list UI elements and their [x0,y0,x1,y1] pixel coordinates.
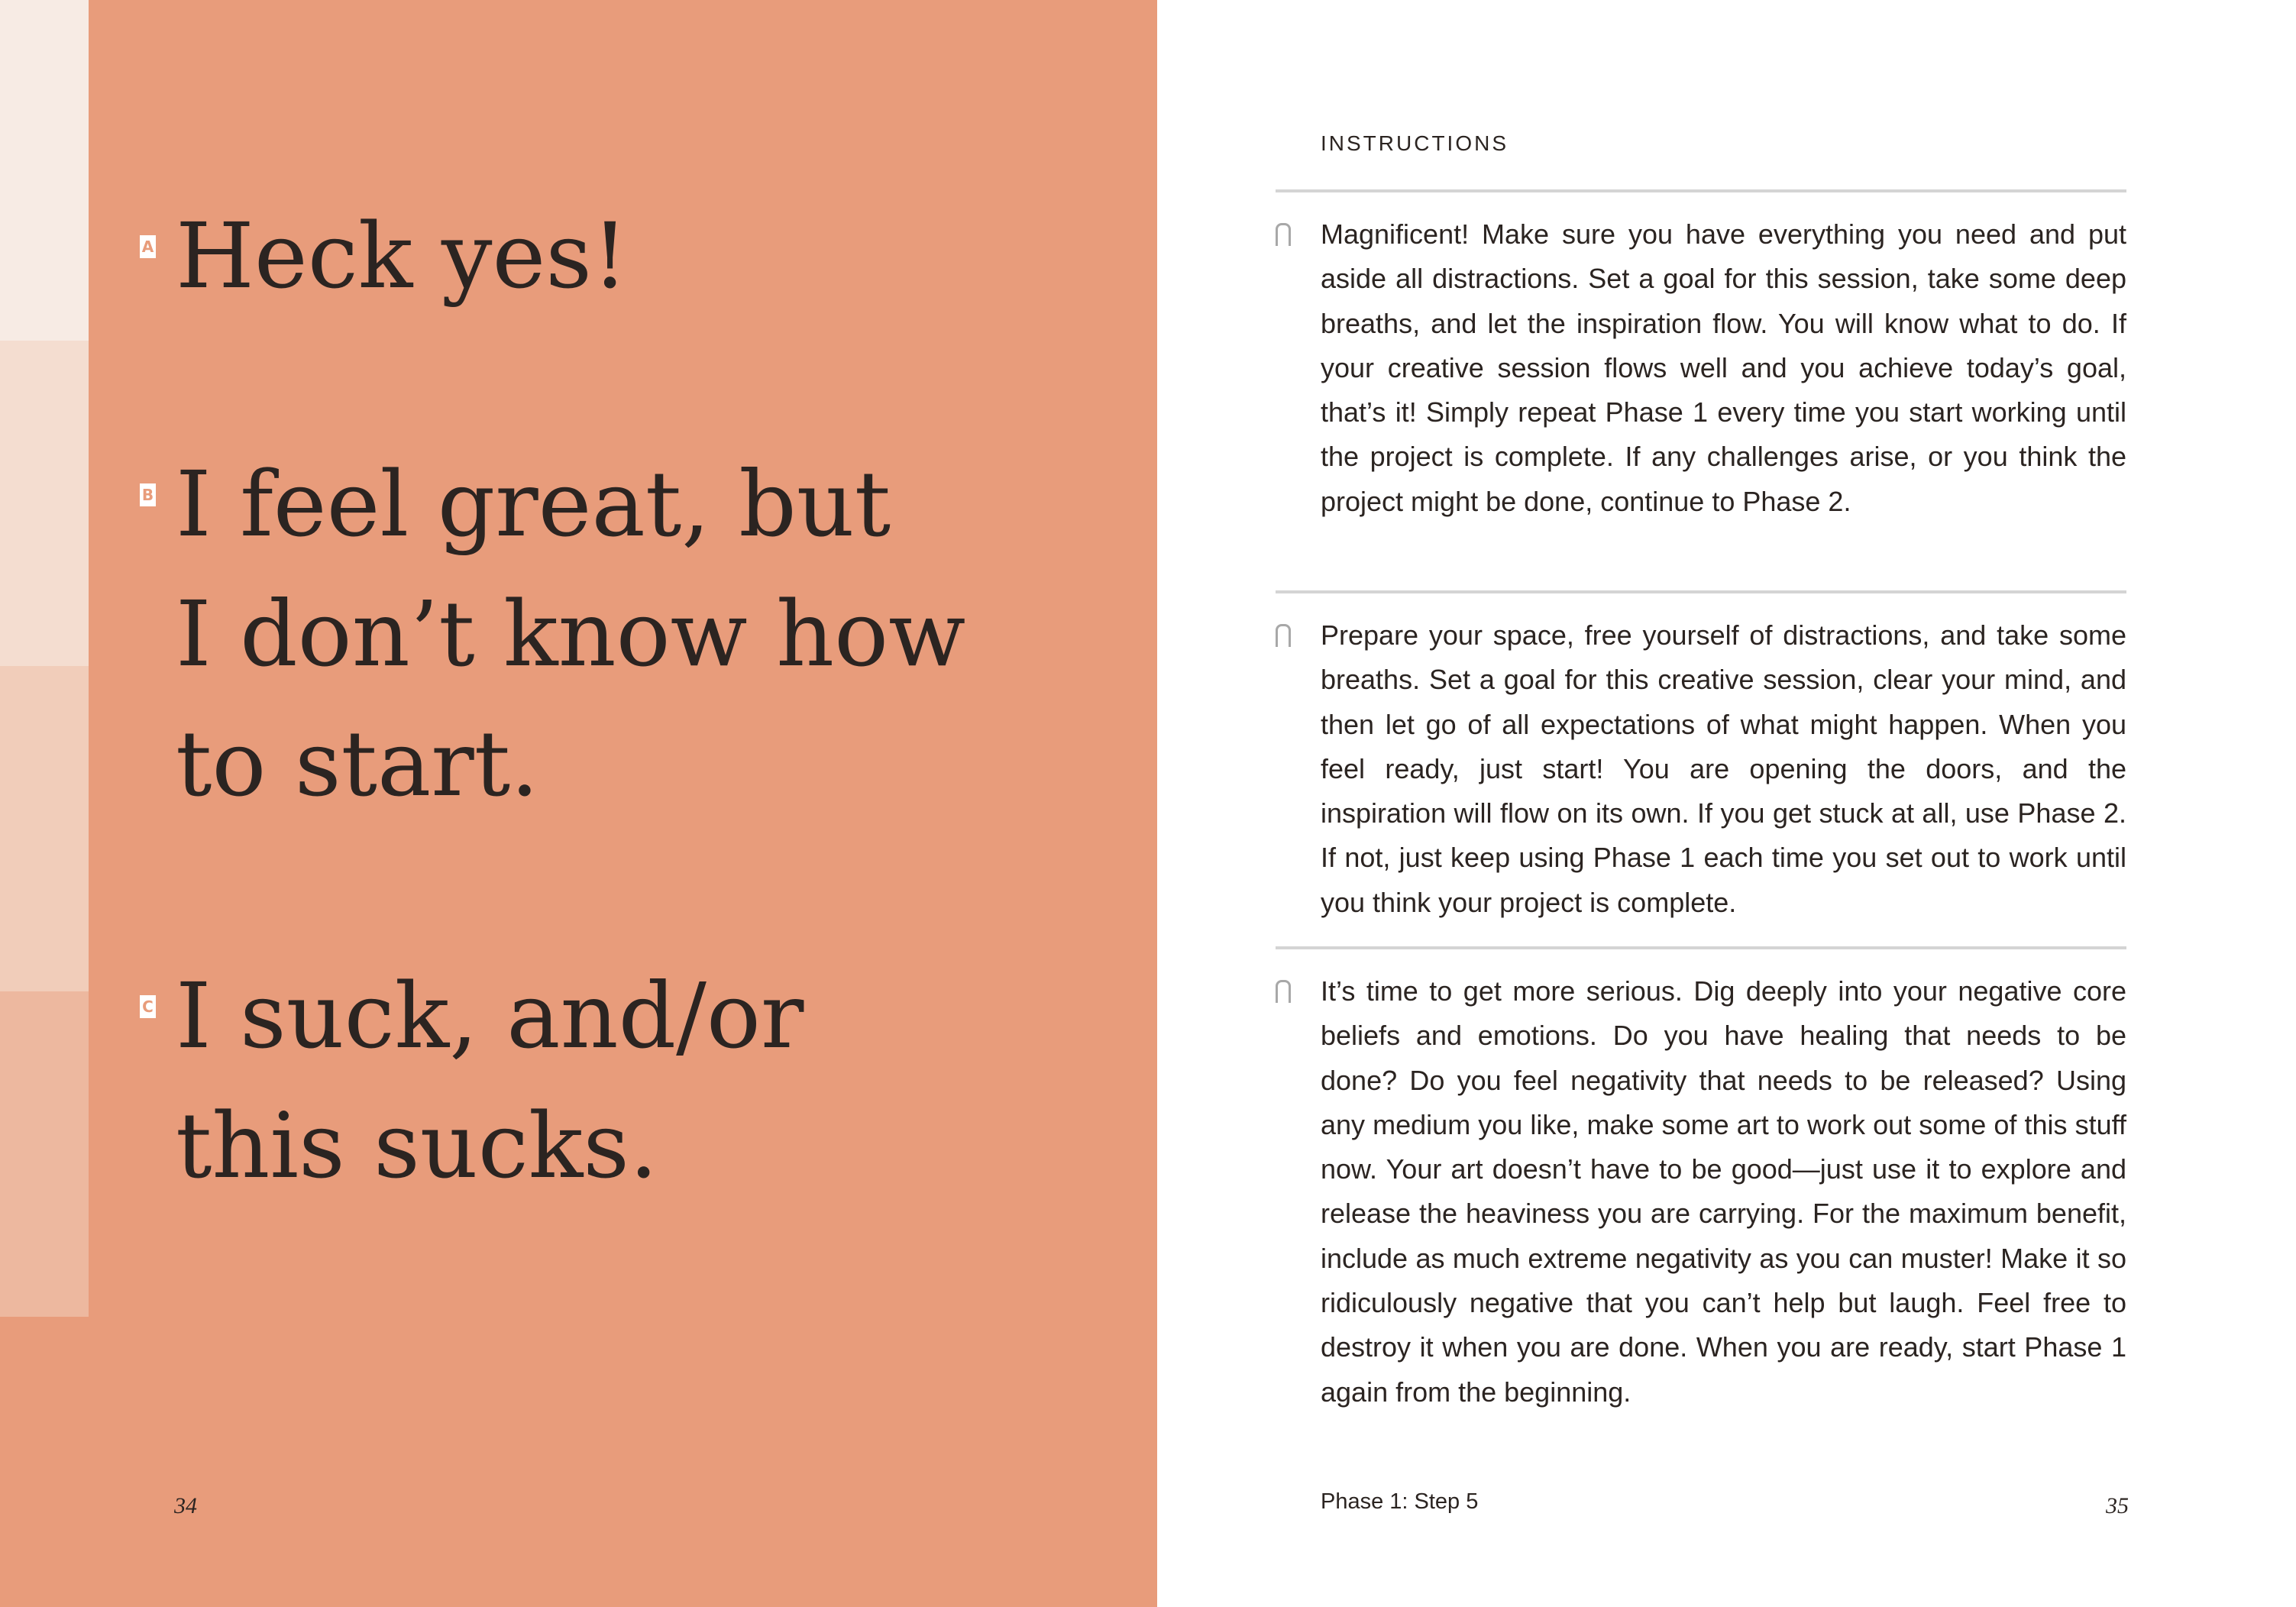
page-number-right: 35 [2106,1493,2129,1518]
answer-letter-a: A [140,235,156,258]
page-number-left: 34 [174,1493,197,1518]
answer-b-line: I feel great, but [176,451,891,557]
right-page [1157,0,2296,1607]
answer-letter-b: B [140,483,156,506]
answer-a-line: Heck yes! [176,203,629,309]
answer-c-text [176,951,804,1211]
instruction-a-text: Magnificent! Make sure you have everything you need and put aside all distractions. Set a goal for this session, take some deep breaths, and let the inspiration flow. You will know what to do. If your creative session flows well and you achieve today’s goal, that’s it! Simply repeat Phase 1 every time you start working until the project is complete. If any challenges arise, or you think the project might be done, continue to Phase 2. [1321,218,2126,517]
divider [1276,590,2126,593]
section-title: INSTRUCTIONS [1321,131,1509,155]
instruction-b-text: Prepare your space, free yourself of distractions, and take some breaths. Set a goal for this creative session, clear your mind, and then let go of all expectations of what might happen. When you feel ready, just start! You are opening the doors, and the inspiration will flow on its own. If you get stuck at all, use Phase 2. If not, just keep using Phase 1 each time you set out to work until you think your project is complete. [1321,619,2126,918]
instruction-c-text: It’s time to get more serious. Dig deeply into your negative core beliefs and emotions. Do you have healing that needs to be done? Do you feel negativity that needs to be released? Using any medium you like, make some art to work out some of this stuff now. Your art doesn’t have to be good—just use it to explore and release the heaviness you are carrying. For the maximum benefit, include as much extreme negativity as you can muster! Make it so ridiculously negative that you can’t help but laugh. Feel free to destroy it when you are done. When you are ready, start Phase 1 again from the beginning. [1321,975,2126,1408]
answer-b-line: to start. [176,711,539,816]
color-swatch-4 [0,991,89,1317]
divider [1276,946,2126,949]
answer-letter-c: C [140,995,156,1018]
answer-c-line: I suck, and/or [176,963,804,1069]
answer-a-text [176,191,628,321]
instruction-letter-c [1276,980,1291,1003]
instruction-letter-a [1276,223,1291,246]
color-swatch-3 [0,666,89,991]
answer-b-line: I don’t know how [176,581,966,687]
answer-b-text [176,439,965,829]
answer-c-line: this sucks. [176,1093,658,1198]
divider [1276,189,2126,192]
instruction-letter-b [1276,624,1291,647]
color-swatch-1 [0,0,89,341]
footer-label: Phase 1: Step 5 [1321,1489,1479,1514]
color-swatch-2 [0,341,89,666]
